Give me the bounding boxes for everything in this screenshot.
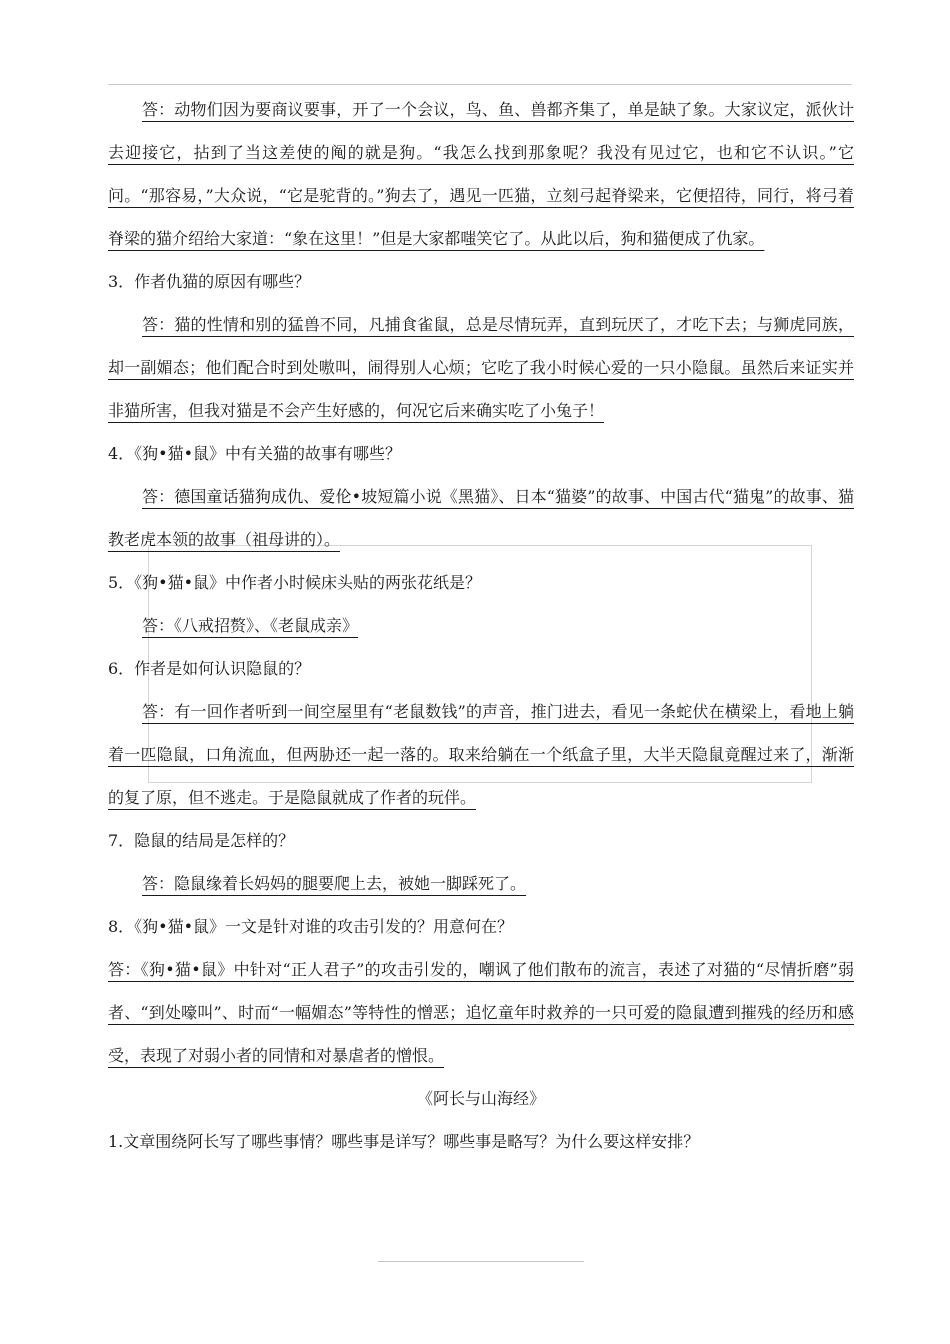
header-rule bbox=[108, 84, 852, 85]
answer-paragraph: 答：《八戒招赘》、《老鼠成亲》 bbox=[142, 616, 359, 635]
answer-paragraph: 答：猫的性情和别的猛兽不同，凡捕食雀鼠，总是尽情玩弄，直到玩厌了，才吃下去；与狮虎同族，却一副媚态；他们配合时到处嗷叫，闹得别人心烦；它吃了我小时候心爱的一只小隐鼠。虽然后来证实并非猫所害，但我对猫是不会产生好感的，何况它后来确实吃了小兔子！ bbox=[108, 315, 854, 420]
document-body bbox=[108, 88, 854, 1163]
question-6: 6．作者是如何认识隐鼠的？ bbox=[108, 659, 311, 678]
answer-paragraph: 答：《狗•猫•鼠》中针对“正人君子”的攻击引发的，嘲讽了他们散布的流言，表述了对猫的“尽情折磨”弱者、“到处嚎叫”、时而“一幅媚态”等特性的憎恶；追忆童年时救养的一只可爱的隐鼠遭到摧残的经历和感受，表现了对弱小者的同情和对暴虐者的憎恨。 bbox=[108, 960, 854, 1065]
answer-paragraph: 答：动物们因为要商议要事，开了一个会议，鸟、鱼、兽都齐集了，单是缺了象。大家议定，派伙计去迎接它，拈到了当这差使的阄的就是狗。“我怎么找到那象呢？我没有见过它，也和它不认识。”它问。“那容易，”大众说，“它是驼背的。”狗去了，遇见一匹猫，立刻弓起脊梁来，它便招待，同行，将弓着脊梁的猫介绍给大家道：“象在这里！”但是大家都嗤笑它了。从此以后，狗和猫便成了仇家。 bbox=[108, 100, 854, 248]
question-5: 5．《狗•猫•鼠》中作者小时候床头贴的两张花纸是？ bbox=[108, 573, 482, 592]
answer-paragraph: 答：有一回作者听到一间空屋里有“老鼠数钱”的声音，推门进去，看见一条蛇伏在横梁上，看地上躺着一匹隐鼠，口角流血，但两胁还一起一落的。取来给躺在一个纸盒子里，大半天隐鼠竟醒过来了，渐渐的复了原，但不逃走。于是隐鼠就成了作者的玩伴。 bbox=[108, 702, 854, 807]
answer-paragraph: 答：德国童话猫狗成仇、爱伦•坡短篇小说《黑猫》、日本“猫婆”的故事、中国古代“猫鬼”的故事、猫教老虎本领的故事（祖母讲的）。 bbox=[108, 487, 854, 549]
question-8: 8．《狗•猫•鼠》一文是针对谁的攻击引发的？用意何在？ bbox=[108, 917, 514, 936]
question-4: 4．《狗•猫•鼠》中有关猫的故事有哪些？ bbox=[108, 444, 402, 463]
question-1: 1.文章围绕阿长写了哪些事情？哪些事是详写？哪些事是略写？为什么要这样安排？ bbox=[108, 1132, 700, 1151]
section-heading: 《阿长与山海经》 bbox=[416, 1089, 545, 1108]
question-7: 7．隐鼠的结局是怎样的？ bbox=[108, 831, 295, 850]
footer-rule bbox=[378, 1261, 584, 1262]
answer-paragraph: 答：隐鼠缘着长妈妈的腿要爬上去，被她一脚踩死了。 bbox=[142, 874, 527, 893]
question-3: 3．作者仇猫的原因有哪些？ bbox=[108, 272, 311, 291]
